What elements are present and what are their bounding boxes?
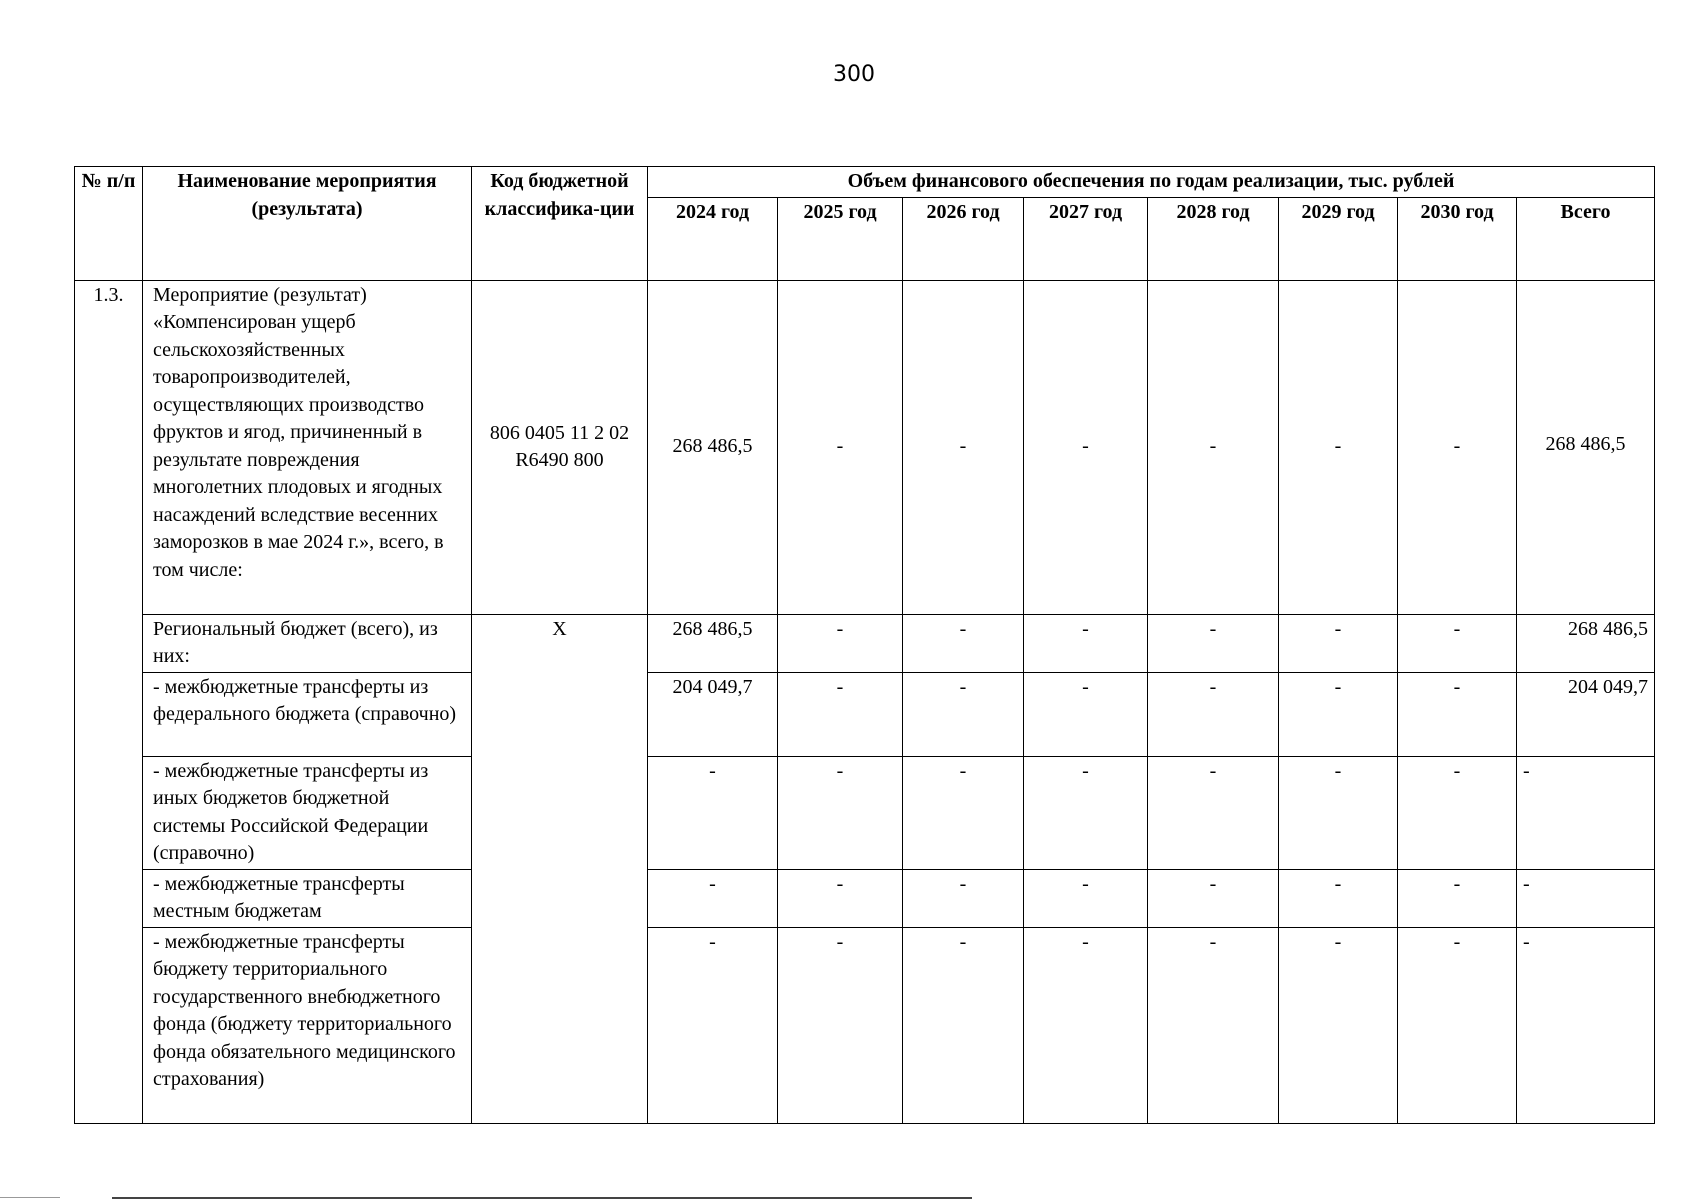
value-cell: - bbox=[648, 756, 778, 869]
row-name: - межбюджетные трансферты из федерального бюджета (справочно) bbox=[143, 672, 472, 756]
value-cell: - bbox=[778, 927, 903, 1123]
value-cell: - bbox=[778, 672, 903, 756]
header-year: 2024 год bbox=[648, 197, 778, 280]
value-cell: - bbox=[1024, 756, 1148, 869]
value-cell: 268 486,5 bbox=[648, 614, 778, 672]
value-cell: - bbox=[1148, 869, 1279, 927]
value-cell: - bbox=[1398, 672, 1517, 756]
value-cell: - bbox=[1279, 927, 1398, 1123]
table-row bbox=[75, 869, 1655, 927]
budget-table bbox=[74, 166, 1655, 1124]
value-cell: - bbox=[903, 869, 1024, 927]
value-cell: - bbox=[648, 869, 778, 927]
header-year: 2025 год bbox=[778, 197, 903, 280]
value-cell: - bbox=[1279, 869, 1398, 927]
row-name: Мероприятие (результат) «Компенсирован ущерб сельскохозяйственных товаропроизводителей, осуществляющих производство фруктов и ягод, причиненный в результате повреждения многолетних плодовых и ягодных насаждений вследствие весенних заморозков в мае 2024 г.», всего, в том числе: bbox=[143, 280, 472, 614]
value-cell: - bbox=[648, 927, 778, 1123]
value-cell: - bbox=[1024, 614, 1148, 672]
value-cell: - bbox=[1024, 672, 1148, 756]
header-num: № п/п bbox=[75, 167, 143, 281]
value-cell: - bbox=[1398, 614, 1517, 672]
value-cell: - bbox=[1024, 869, 1148, 927]
header-name: Наименование мероприятия (результата) bbox=[143, 167, 472, 281]
header-year: 2027 год bbox=[1024, 197, 1148, 280]
scan-edge-line bbox=[0, 1197, 60, 1198]
value-cell: - bbox=[1024, 280, 1148, 614]
value-cell: - bbox=[1279, 672, 1398, 756]
row-name: - межбюджетные трансферты бюджету территориального государственного внебюджетного фонда (бюджету территориального фонда обязательного медицинского страхования) bbox=[143, 927, 472, 1123]
value-cell: - bbox=[903, 672, 1024, 756]
total-cell: 204 049,7 bbox=[1517, 672, 1655, 756]
total-cell: 268 486,5 bbox=[1517, 614, 1655, 672]
total-cell: - bbox=[1517, 927, 1655, 1123]
header-year: 2030 год bbox=[1398, 197, 1517, 280]
value-cell: - bbox=[778, 869, 903, 927]
page-number: 300 bbox=[833, 62, 875, 87]
value-cell: - bbox=[1148, 280, 1279, 614]
header-code: Код бюджетной классифика-ции bbox=[472, 167, 648, 281]
table-row bbox=[75, 614, 1655, 672]
table-row bbox=[75, 672, 1655, 756]
table-row bbox=[75, 927, 1655, 1123]
value-cell: - bbox=[1398, 927, 1517, 1123]
row-name: - межбюджетные трансферты местным бюджетам bbox=[143, 869, 472, 927]
table-row bbox=[75, 756, 1655, 869]
value-cell: - bbox=[903, 756, 1024, 869]
value-cell: - bbox=[1024, 927, 1148, 1123]
header-volume: Объем финансового обеспечения по годам реализации, тыс. рублей bbox=[648, 167, 1655, 198]
value-cell: 268 486,5 bbox=[648, 280, 778, 614]
value-cell: - bbox=[778, 614, 903, 672]
row-name: - межбюджетные трансферты из иных бюджетов бюджетной системы Российской Федерации (справочно) bbox=[143, 756, 472, 869]
value-cell: - bbox=[778, 756, 903, 869]
value-cell: - bbox=[903, 927, 1024, 1123]
value-cell: - bbox=[1279, 614, 1398, 672]
table-header bbox=[75, 167, 1655, 281]
header-year: 2028 год bbox=[1148, 197, 1279, 280]
row-code: 806 0405 11 2 02 R6490 800 bbox=[472, 280, 648, 614]
value-cell: - bbox=[903, 280, 1024, 614]
row-num: 1.3. bbox=[75, 280, 143, 1123]
footer-rule bbox=[112, 1197, 972, 1199]
row-name: Региональный бюджет (всего), из них: bbox=[143, 614, 472, 672]
value-cell: 204 049,7 bbox=[648, 672, 778, 756]
header-total: Всего bbox=[1517, 197, 1655, 280]
total-cell: - bbox=[1517, 756, 1655, 869]
table-row bbox=[75, 280, 1655, 614]
total-cell: 268 486,5 bbox=[1517, 280, 1655, 614]
value-cell: - bbox=[1148, 927, 1279, 1123]
value-cell: - bbox=[903, 614, 1024, 672]
value-cell: - bbox=[1398, 756, 1517, 869]
value-cell: - bbox=[778, 280, 903, 614]
total-cell: - bbox=[1517, 869, 1655, 927]
value-cell: - bbox=[1398, 869, 1517, 927]
value-cell: - bbox=[1279, 756, 1398, 869]
value-cell: - bbox=[1148, 614, 1279, 672]
header-year: 2029 год bbox=[1279, 197, 1398, 280]
row-code: X bbox=[472, 614, 648, 1123]
value-cell: - bbox=[1398, 280, 1517, 614]
value-cell: - bbox=[1148, 756, 1279, 869]
header-year: 2026 год bbox=[903, 197, 1024, 280]
value-cell: - bbox=[1279, 280, 1398, 614]
value-cell: - bbox=[1148, 672, 1279, 756]
